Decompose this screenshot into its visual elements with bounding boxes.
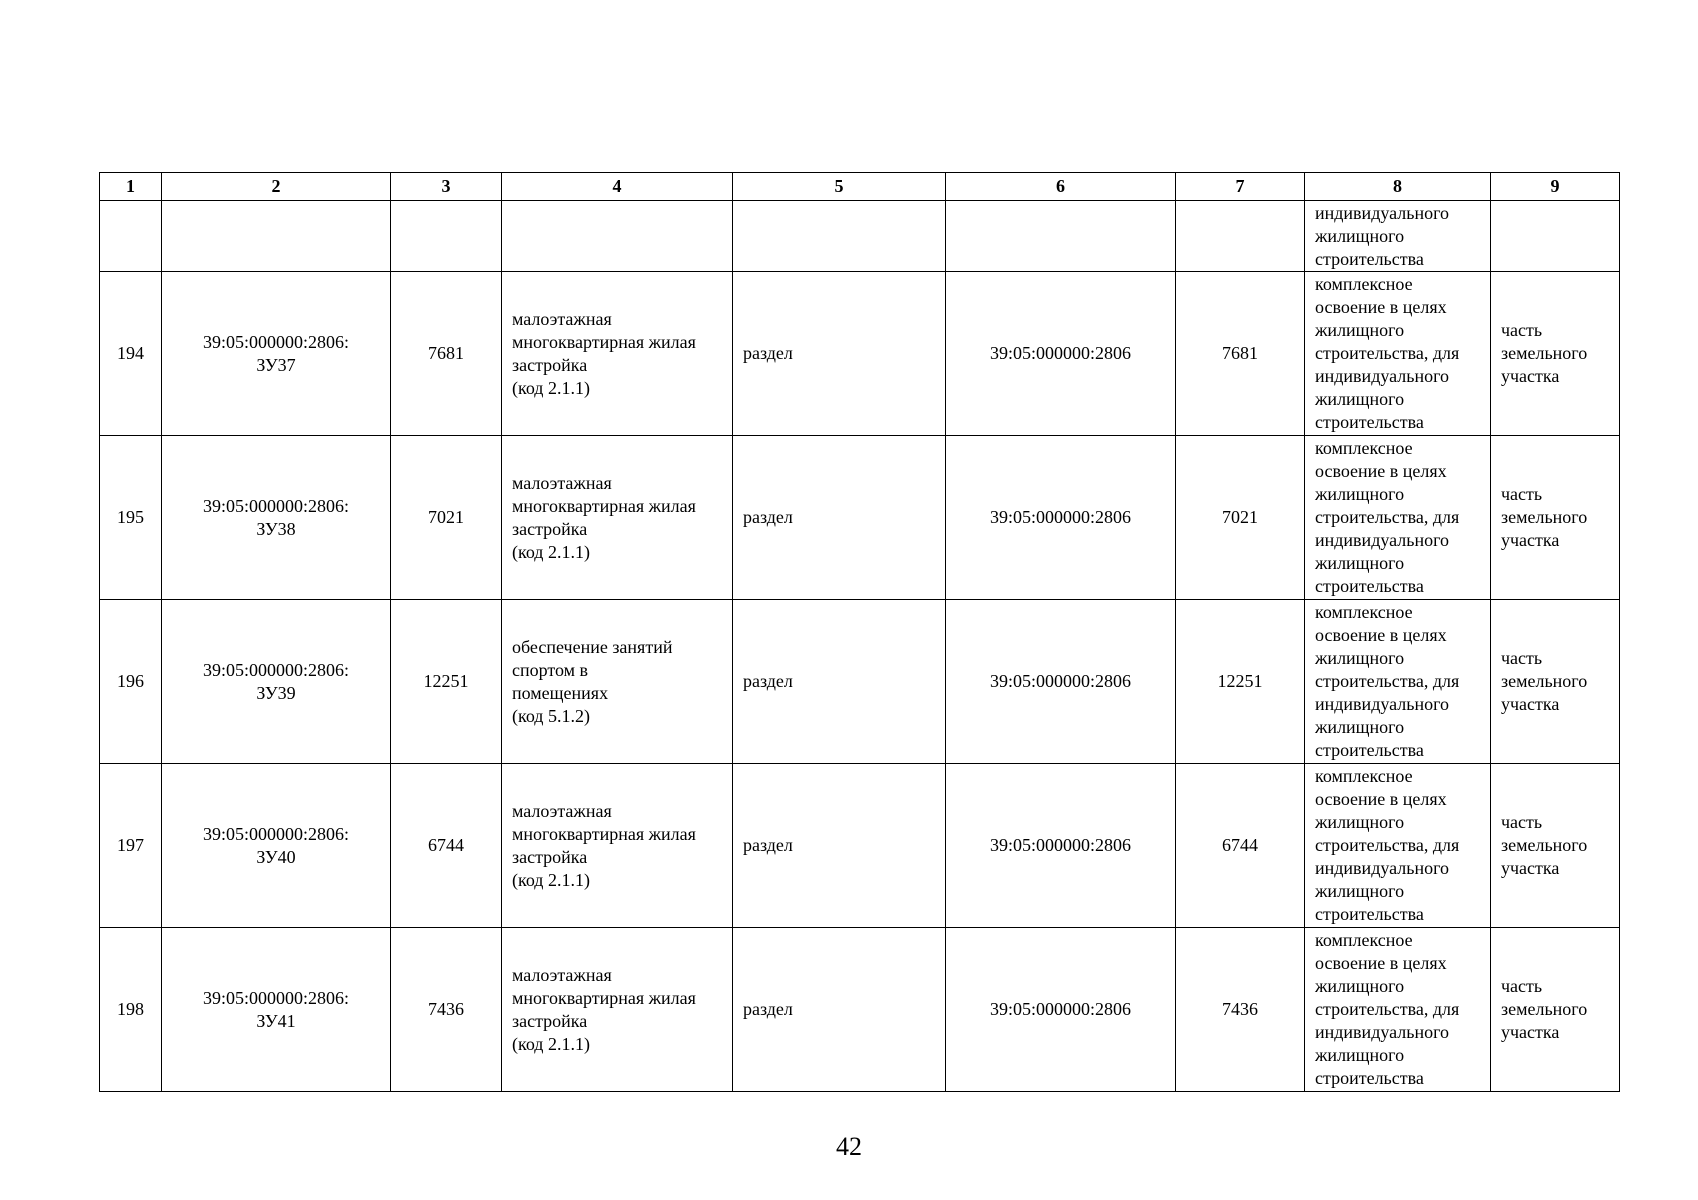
source-cadastral-number-cell: 39:05:000000:2806	[946, 764, 1176, 928]
area-cell: 7436	[391, 928, 502, 1092]
column-number: 9	[1491, 173, 1620, 201]
table-cell	[502, 201, 733, 272]
source-cadastral-number-cell: 39:05:000000:2806	[946, 928, 1176, 1092]
table-cell	[391, 201, 502, 272]
purpose-cell: комплексное освоение в целях жилищного строительства, для индивидуального жилищного строительства	[1305, 600, 1491, 764]
table-cell	[733, 201, 946, 272]
source-area-cell: 7436	[1176, 928, 1305, 1092]
formation-method-cell: раздел	[733, 928, 946, 1092]
permitted-use-cell: малоэтажная многоквартирная жилая застройка (код 2.1.1)	[502, 928, 733, 1092]
formation-method-cell: раздел	[733, 272, 946, 436]
source-area-cell: 7021	[1176, 436, 1305, 600]
area-cell: 6744	[391, 764, 502, 928]
row-number-cell: 195	[100, 436, 162, 600]
row-number-cell: 197	[100, 764, 162, 928]
column-number: 1	[100, 173, 162, 201]
table-row	[100, 764, 1620, 928]
table-cell	[946, 201, 1176, 272]
source-area-cell: 6744	[1176, 764, 1305, 928]
column-number-row	[100, 173, 1620, 201]
column-number: 3	[391, 173, 502, 201]
table-row	[100, 436, 1620, 600]
table-row	[100, 272, 1620, 436]
permitted-use-purpose-cell: индивидуального жилищного строительства	[1305, 201, 1491, 272]
column-number: 4	[502, 173, 733, 201]
area-cell: 12251	[391, 600, 502, 764]
formation-method-cell: раздел	[733, 764, 946, 928]
permitted-use-cell: малоэтажная многоквартирная жилая застройка (код 2.1.1)	[502, 764, 733, 928]
source-cadastral-number-cell: 39:05:000000:2806	[946, 272, 1176, 436]
continuation-row	[100, 201, 1620, 272]
table-cell	[1176, 201, 1305, 272]
source-cadastral-number-cell: 39:05:000000:2806	[946, 600, 1176, 764]
table-row	[100, 600, 1620, 764]
note-cell: часть земельного участка	[1491, 928, 1620, 1092]
table-cell	[1491, 201, 1620, 272]
permitted-use-cell: малоэтажная многоквартирная жилая застройка (код 2.1.1)	[502, 436, 733, 600]
source-cadastral-number-cell: 39:05:000000:2806	[946, 436, 1176, 600]
area-cell: 7021	[391, 436, 502, 600]
column-number: 2	[162, 173, 391, 201]
purpose-cell: комплексное освоение в целях жилищного строительства, для индивидуального жилищного строительства	[1305, 764, 1491, 928]
purpose-cell: комплексное освоение в целях жилищного строительства, для индивидуального жилищного строительства	[1305, 436, 1491, 600]
row-number-cell: 198	[100, 928, 162, 1092]
source-area-cell: 7681	[1176, 272, 1305, 436]
permitted-use-cell: обеспечение занятий спортом в помещениях (код 5.1.2)	[502, 600, 733, 764]
page-number: 42	[836, 1132, 862, 1161]
table-row	[100, 928, 1620, 1092]
table-cell	[162, 201, 391, 272]
column-number: 6	[946, 173, 1176, 201]
formation-method-cell: раздел	[733, 600, 946, 764]
row-number-cell: 196	[100, 600, 162, 764]
row-number-cell: 194	[100, 272, 162, 436]
area-cell: 7681	[391, 272, 502, 436]
purpose-cell: комплексное освоение в целях жилищного строительства, для индивидуального жилищного строительства	[1305, 928, 1491, 1092]
note-cell: часть земельного участка	[1491, 272, 1620, 436]
plot-designation-cell: 39:05:000000:2806: ЗУ38	[162, 436, 391, 600]
plot-designation-cell: 39:05:000000:2806: ЗУ39	[162, 600, 391, 764]
note-cell: часть земельного участка	[1491, 600, 1620, 764]
note-cell: часть земельного участка	[1491, 436, 1620, 600]
permitted-use-cell: малоэтажная многоквартирная жилая застройка (код 2.1.1)	[502, 272, 733, 436]
land-plots-table	[99, 172, 1620, 1092]
table-cell	[100, 201, 162, 272]
note-cell: часть земельного участка	[1491, 764, 1620, 928]
plot-designation-cell: 39:05:000000:2806: ЗУ40	[162, 764, 391, 928]
source-area-cell: 12251	[1176, 600, 1305, 764]
column-number: 5	[733, 173, 946, 201]
plot-designation-cell: 39:05:000000:2806: ЗУ41	[162, 928, 391, 1092]
formation-method-cell: раздел	[733, 436, 946, 600]
plot-designation-cell: 39:05:000000:2806: ЗУ37	[162, 272, 391, 436]
column-number: 8	[1305, 173, 1491, 201]
purpose-cell: комплексное освоение в целях жилищного строительства, для индивидуального жилищного строительства	[1305, 272, 1491, 436]
column-number: 7	[1176, 173, 1305, 201]
